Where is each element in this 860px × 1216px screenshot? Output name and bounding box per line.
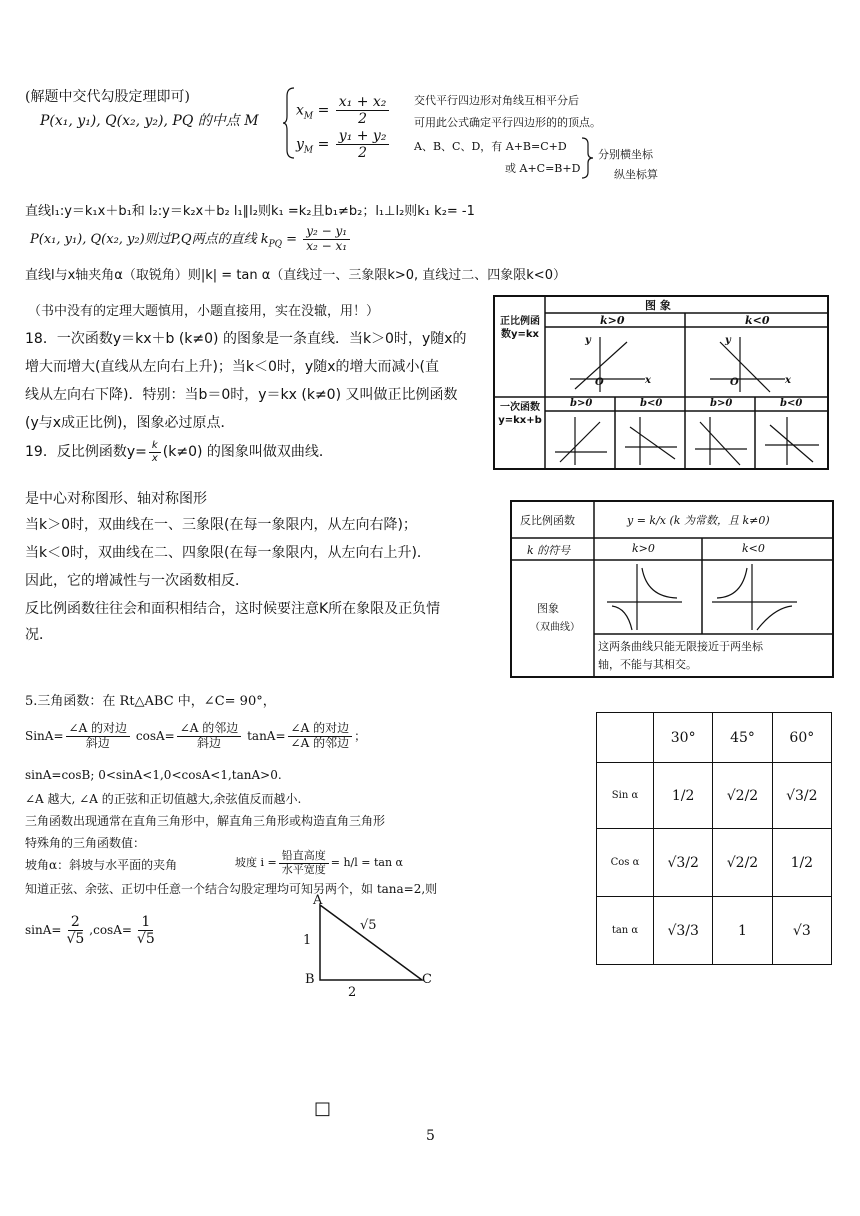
inverse-function-figure bbox=[510, 500, 834, 678]
graph1-b2: b<0 bbox=[640, 398, 663, 409]
table-cell: √3/3 bbox=[654, 897, 713, 965]
table-cell: √3/2 bbox=[654, 829, 713, 897]
s19-title: 19．反比例函数y= $\frac{k}{x}$ (k≠0) 的图象叫做双曲线． bbox=[25, 440, 333, 464]
graph1-row1-label: 正比例函数y=kx bbox=[500, 316, 540, 340]
graph1-header: 图 象 bbox=[645, 299, 671, 312]
s19-line2: 当k＞0时，双曲线在一、三象限(在每一象限内，从左向右降)； bbox=[25, 517, 417, 533]
angle-slope-line: 直线l与x轴夹角α（取锐角）则|k| = tan α（直线过一、三象限k>0, 直线过二、四象限k<0） bbox=[25, 268, 566, 283]
trig-line6: 坡角α：斜坡与水平面的夹角 bbox=[25, 858, 178, 872]
graph2-note-2: 轴，不能与其相交。 bbox=[598, 658, 697, 671]
warning-line: （书中没有的定理大题慎用，小题直接用，实在没辙，用！） bbox=[28, 304, 380, 319]
graph1-b3: b>0 bbox=[710, 398, 733, 409]
table-cell: 1/2 bbox=[772, 829, 831, 897]
triangle-side-ac: √5 bbox=[360, 918, 377, 933]
page-number: 5 bbox=[426, 1128, 435, 1144]
table-header: 45° bbox=[713, 713, 772, 763]
s19-line6: 况． bbox=[25, 627, 53, 643]
triangle-vertex-c: C bbox=[422, 972, 432, 987]
graph1-axis-x-1: x bbox=[645, 375, 651, 386]
graph1-origin-2: O bbox=[730, 377, 739, 388]
side-note-1: 分别横坐标 bbox=[598, 148, 653, 161]
footer-box: □ bbox=[314, 1098, 332, 1119]
table-header: 30° bbox=[654, 713, 713, 763]
right-triangle bbox=[300, 895, 440, 995]
graph1-axis-y-2: y bbox=[725, 335, 731, 346]
table-cell: √2/2 bbox=[713, 763, 772, 829]
graph1-axis-y-1: y bbox=[585, 335, 591, 346]
s19-line4: 因此，它的增减性与一次函数相反． bbox=[25, 573, 249, 589]
table-cell: 1/2 bbox=[654, 763, 713, 829]
graph2-title-right: y = k/x (k 为常数，且 k≠0) bbox=[627, 514, 770, 527]
note-pythagoras: (解题中交代勾股定理即可) bbox=[25, 89, 190, 105]
row-label: Sin α bbox=[597, 763, 654, 829]
trig-line2: sinA=cosB; 0<sinA<1,0<cosA<1,tanA>0. bbox=[25, 768, 282, 782]
triangle-side-bc: 2 bbox=[348, 985, 357, 1000]
midpoint-points: P(x₁, y₁), Q(x₂, y₂), PQ 的中点 M bbox=[40, 113, 259, 129]
row-label: Cos α bbox=[597, 829, 654, 897]
side-note-2: 纵坐标算 bbox=[614, 168, 658, 181]
table-cell: 1 bbox=[713, 897, 772, 965]
table-cell: √3/2 bbox=[772, 763, 831, 829]
triangle-vertex-b: B bbox=[305, 972, 315, 987]
s19-line3: 当k＜0时，双曲线在二、四象限(在每一象限内，从左向右上升)． bbox=[25, 545, 431, 561]
s19-line1: 是中心对称图形、轴对称图形 bbox=[25, 491, 207, 507]
triangle-side-ab: 1 bbox=[303, 933, 312, 948]
trig-definitions: SinA= $\frac{\text{∠A 的对边}}{\text{斜边}}$ cosA= $\frac{\text{∠A 的邻边}}{\text{斜边}}$ tanA= $\frac{\text{∠A 的对边}}{\text{∠A 的邻边}}$ ； bbox=[25, 721, 367, 750]
graph1-b1: b>0 bbox=[570, 398, 593, 409]
abcd-line-1: A、B、C、D，有 A+B=C+D bbox=[414, 140, 567, 153]
graph2-kpos: k>0 bbox=[632, 542, 655, 555]
special-angle-table bbox=[596, 712, 832, 965]
graph1-kpos: k>0 bbox=[600, 314, 625, 327]
table-corner bbox=[597, 713, 654, 763]
table-row bbox=[597, 897, 832, 965]
abcd-brace bbox=[580, 136, 594, 180]
trig-line3: ∠A 越大, ∠A 的正弦和正切值越大,余弦值反而越小. bbox=[25, 792, 302, 806]
triangle-vertex-a: A bbox=[313, 893, 323, 908]
trig-heading: 5.三角函数：在 Rt△ABC 中，∠C= 90°， bbox=[25, 694, 276, 709]
graph2-note-1: 这两条曲线只能无限接近于两坐标 bbox=[598, 640, 763, 653]
s18-line2: 增大而增大(直线从左向右上升)；当k＜0时，y随x的增大而减小(直 bbox=[25, 359, 439, 375]
ym-formula: $y_M$ = $\frac{\text{y₁ + y₂}}{2}$ bbox=[296, 128, 391, 161]
xm-formula: $x_M$ = $\frac{\text{x₁ + x₂}}{2}$ bbox=[296, 94, 391, 127]
slope-two-points: P(x₁, y₁), Q(x₂, y₂)则过P,Q两点的直线 $k_{PQ}$ = $\frac{\text{y₂ − y₁}}{\text{x₂ − x₁}}$ bbox=[30, 225, 352, 254]
graph1-origin-1: O bbox=[595, 377, 604, 388]
midpoint-brace bbox=[282, 86, 296, 160]
graph2-img-label: 图象 bbox=[537, 602, 559, 615]
graph1-kneg: k<0 bbox=[745, 314, 770, 327]
graph2-img-sub: （双曲线） bbox=[530, 622, 580, 633]
graph2-title-left: 反比例函数 bbox=[520, 514, 575, 527]
parallelogram-note-2: 可用此公式确定平行四边形的的顶点。 bbox=[414, 116, 601, 129]
graph2-kneg: k<0 bbox=[742, 542, 765, 555]
slope-formula: 坡度 i = $\frac{\text{铅直高度}}{\text{水平宽度}}$ = h/l = tan α bbox=[235, 849, 403, 876]
s18-line1: 18．一次函数y＝kx＋b (k≠0) 的图象是一条直线．当k＞0时，y随x的 bbox=[25, 331, 467, 347]
linear-function-figure bbox=[493, 295, 829, 470]
row-label: tan α bbox=[597, 897, 654, 965]
trig-line7: 知道正弦、余弦、正切中任意一个结合勾股定理均可知另两个，如 tana=2,则 bbox=[25, 882, 438, 896]
graph2-sign-label: k 的符号 bbox=[527, 544, 571, 557]
graph1-axis-x-2: x bbox=[785, 375, 791, 386]
abcd-line-2: 或 A+C=B+D bbox=[505, 162, 581, 175]
graph1-row2-label: 一次函数y=kx+b bbox=[498, 402, 542, 426]
table-cell: √2/2 bbox=[713, 829, 772, 897]
table-row bbox=[597, 763, 832, 829]
graph1-b4: b<0 bbox=[780, 398, 803, 409]
parallelogram-note-1: 交代平行四边形对角线互相平分后 bbox=[414, 94, 579, 107]
s18-line4: (y与x成正比例)，图象必过原点． bbox=[25, 415, 235, 431]
trig-line5: 特殊角的三角函数值： bbox=[25, 836, 146, 850]
trig-line4: 三角函数出现通常在直角三角形中，解直角三角形或构造直角三角形 bbox=[25, 814, 386, 828]
s18-line3: 线从左向右下降)．特别：当b＝0时，y＝kx (k≠0) 又叫做正比例函数 bbox=[25, 387, 458, 403]
table-cell: √3 bbox=[772, 897, 831, 965]
s19-line5: 反比例函数往往会和面积相结合，这时候要注意K所在象限及正负情 bbox=[25, 601, 441, 617]
line-parallel-perpendicular: 直线l₁:y＝k₁x＋b₁和 l₂:y＝k₂x＋b₂ l₁∥l₂则k₁ =k₂且b₁≠b₂；l₁⊥l₂则k₁ k₂= -1 bbox=[25, 204, 475, 219]
table-row bbox=[597, 829, 832, 897]
trig-example: sinA= $\frac{2}{√5}$ ,cosA= $\frac{1}{√5}$ bbox=[25, 914, 155, 948]
table-header: 60° bbox=[772, 713, 831, 763]
